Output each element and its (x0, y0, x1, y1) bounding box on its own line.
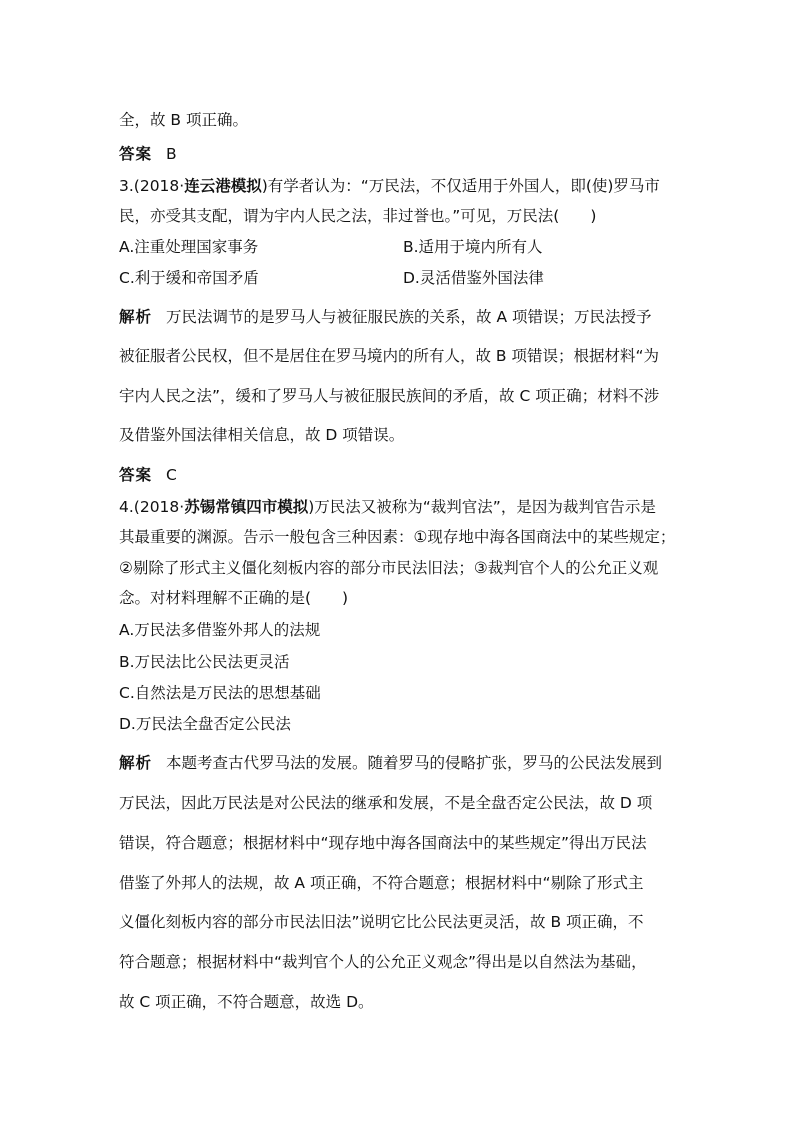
q3-option-b: B.适用于境内所有人 (403, 238, 543, 256)
q3-answer (119, 465, 177, 485)
answer-label: 答案 (119, 145, 153, 163)
q4-analysis-line-2: 万民法，因此万民法是对公民法的继承和发展，不是全盘否定公民法，故 D 项 (119, 794, 653, 812)
q3-number: 3.(2018· (119, 177, 185, 195)
q4-stem-line-3: ②剔除了形式主义僵化刻板内容的部分市民法旧法；③裁判官个人的公允正义观 (119, 559, 659, 577)
q3-option-d: D.灵活借鉴外国法律 (403, 269, 544, 287)
q4-option-a: A.万民法多借鉴外邦人的法规 (119, 621, 321, 639)
q2-tail-text: 全，故 B 项正确。 (119, 111, 248, 129)
q4-analysis-line-5: 义僵化刻板内容的部分市民法旧法”说明它比公民法更灵活，故 B 项正确，不 (119, 913, 644, 931)
q3-analysis-line-2: 被征服者公民权，但不是居住在罗马境内的所有人，故 B 项错误；根据材料“为 (119, 347, 660, 365)
q3-option-a: A.注重处理国家事务 (119, 238, 259, 256)
q3-source: 连云港模拟 (184, 177, 262, 195)
q4-stem-line-2: 其最重要的渊源。告示一般包含三种因素：①现存地中海各国商法中的某些规定； (119, 528, 676, 546)
q4-analysis-line-1: 解析 本题考查古代罗马法的发展。随着罗马的侵略扩张，罗马的公民法发展到 (119, 754, 663, 772)
answer-label: 答案 (119, 466, 153, 484)
q4-analysis-line-6: 符合题意；根据材料中“裁判官个人的公允正义观念”得出是以自然法为基础， (119, 953, 647, 971)
q4-analysis-line-3: 错误，符合题意；根据材料中“现存地中海各国商法中的某些规定”得出万民法 (119, 834, 647, 852)
q2-answer (119, 144, 177, 164)
q4-option-d: D.万民法全盘否定公民法 (119, 715, 291, 733)
q4-analysis-line-4: 借鉴了外邦人的法规，故 A 项正确，不符合题意；根据材料中“剔除了形式主 (119, 874, 644, 892)
q4-source: 苏锡常镇四市模拟 (184, 498, 309, 516)
q4-number: 4.(2018· (119, 498, 185, 516)
q4-stem-line-1: 4.(2018·苏锡常镇四市模拟)万民法又被称为“裁判官法”，是因为裁判官告示是 (119, 498, 656, 516)
analysis-label: 解析 (119, 308, 153, 326)
q4-option-c: C.自然法是万民法的思想基础 (119, 684, 321, 702)
q3-analysis-line-3: 宇内人民之法”，缓和了罗马人与被征服民族间的矛盾，故 C 项正确；材料不涉 (119, 387, 660, 405)
q4-analysis-line-7: 故 C 项正确，不符合题意，故选 D。 (119, 993, 374, 1011)
answer-value: C (166, 466, 177, 484)
q3-analysis-line-4: 及借鉴外国法律相关信息，故 D 项错误。 (119, 426, 405, 444)
q3-analysis-line-1: 解析 万民法调节的是罗马人与被征服民族的关系，故 A 项错误；万民法授予 (119, 308, 652, 326)
analysis-label: 解析 (119, 754, 153, 772)
q3-option-c: C.利于缓和帝国矛盾 (119, 269, 259, 287)
q3-stem-line-1: 3.(2018·连云港模拟)有学者认为：“万民法，不仅适用于外国人，即(使)罗马市 (119, 177, 660, 195)
answer-value: B (166, 145, 177, 163)
q4-stem-line-4: 念。对材料理解不正确的是( ) (119, 589, 349, 607)
q4-option-b: B.万民法比公民法更灵活 (119, 653, 290, 671)
q3-stem-line-2: 民，亦受其支配，谓为宇内人民之法，非过誉也。”可见，万民法( ) (119, 207, 597, 225)
